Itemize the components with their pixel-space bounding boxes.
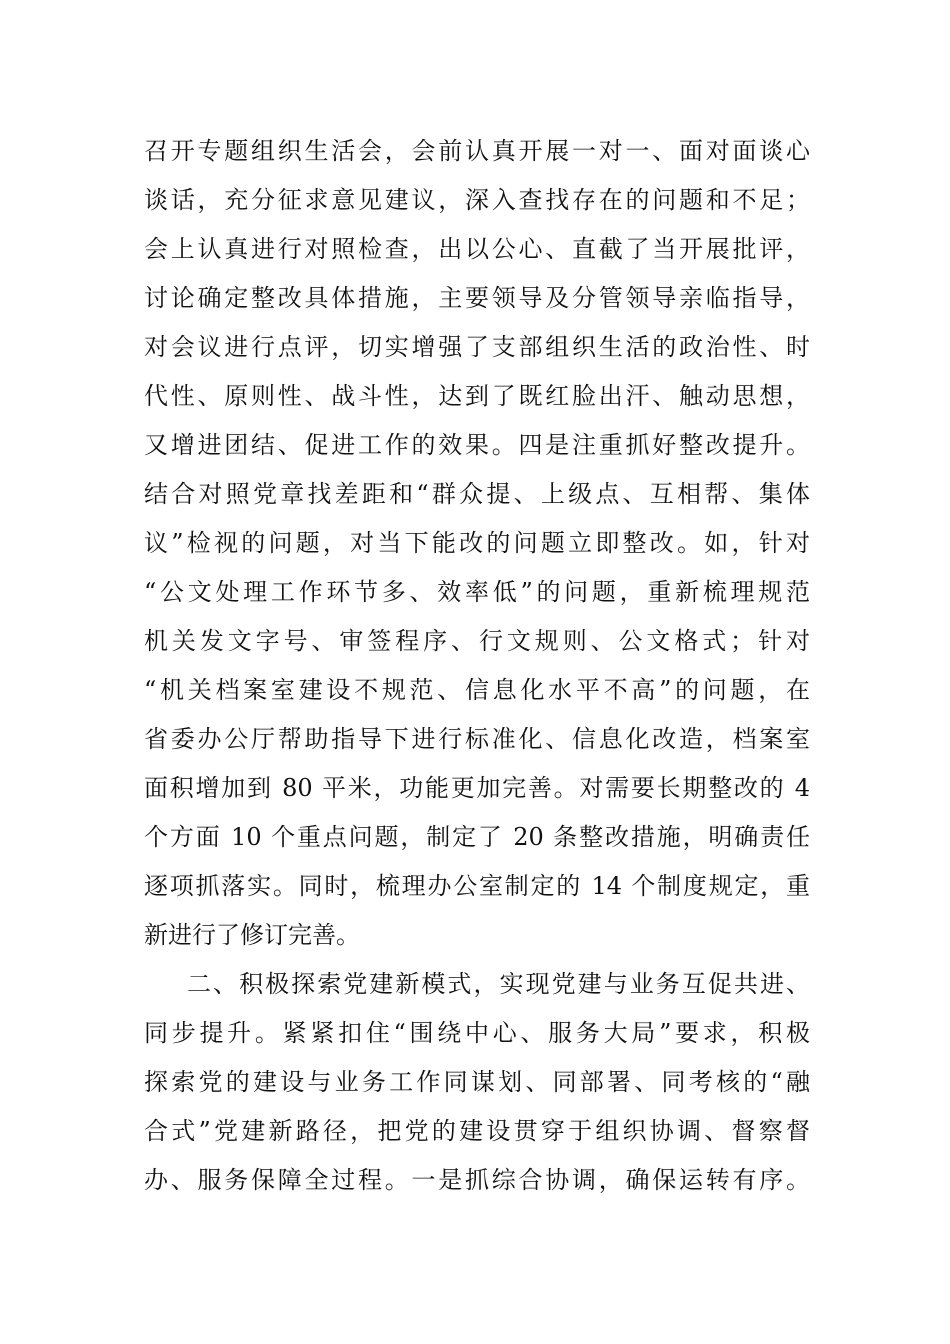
text-line: 省委办公厅帮助指导下进行标准化、信息化改造，档案室	[144, 725, 810, 753]
text-line: 同步提升。紧紧扣住“围绕中心、服务大局”要求，积极	[144, 1019, 810, 1047]
text-line: “公文处理工作环节多、效率低”的问题，重新梳理规范	[144, 578, 810, 606]
text-line: 对会议进行点评，切实增强了支部组织生活的政治性、时	[144, 333, 810, 361]
text-line: 谈话，充分征求意见建议，深入查找存在的问题和不足；	[144, 186, 810, 214]
text-line: 面积增加到 80 平米，功能更加完善。对需要长期整改的 4	[144, 774, 810, 802]
text-line: 新进行了修订完善。	[144, 921, 360, 949]
text-line: 讨论确定整改具体措施，主要领导及分管领导亲临指导，	[144, 284, 810, 312]
text-line: 召开专题组织生活会，会前认真开展一对一、面对面谈心	[144, 137, 810, 165]
text-line: 探索党的建设与业务工作同谋划、同部署、同考核的“融	[144, 1068, 810, 1096]
text-line: 结合对照党章找差距和“群众提、上级点、互相帮、集体	[144, 480, 810, 508]
text-line: 又增进团结、促进工作的效果。四是注重抓好整改提升。	[144, 431, 810, 459]
text-line: 办、服务保障全过程。一是抓综合协调，确保运转有序。	[144, 1166, 810, 1194]
text-line: 代性、原则性、战斗性，达到了既红脸出汗、触动思想，	[144, 382, 810, 410]
text-line: 合式”党建新路径，把党的建设贯穿于组织协调、督察督	[144, 1117, 810, 1145]
text-line: 个方面 10 个重点问题，制定了 20 条整改措施，明确责任	[144, 823, 810, 851]
text-line: 机关发文字号、审签程序、行文规则、公文格式；针对	[144, 627, 810, 655]
text-line: 会上认真进行对照检查，出以公心、直截了当开展批评，	[144, 235, 810, 263]
text-line: 逐项抓落实。同时，梳理办公室制定的 14 个制度规定，重	[144, 872, 810, 900]
paragraph-heading-line: 二、积极探索党建新模式，实现党建与业务互促共进、	[187, 970, 810, 998]
text-line: 议”检视的问题，对当下能改的问题立即整改。如，针对	[144, 529, 810, 557]
text-line: “机关档案室建设不规范、信息化水平不高”的问题，在	[144, 676, 810, 704]
